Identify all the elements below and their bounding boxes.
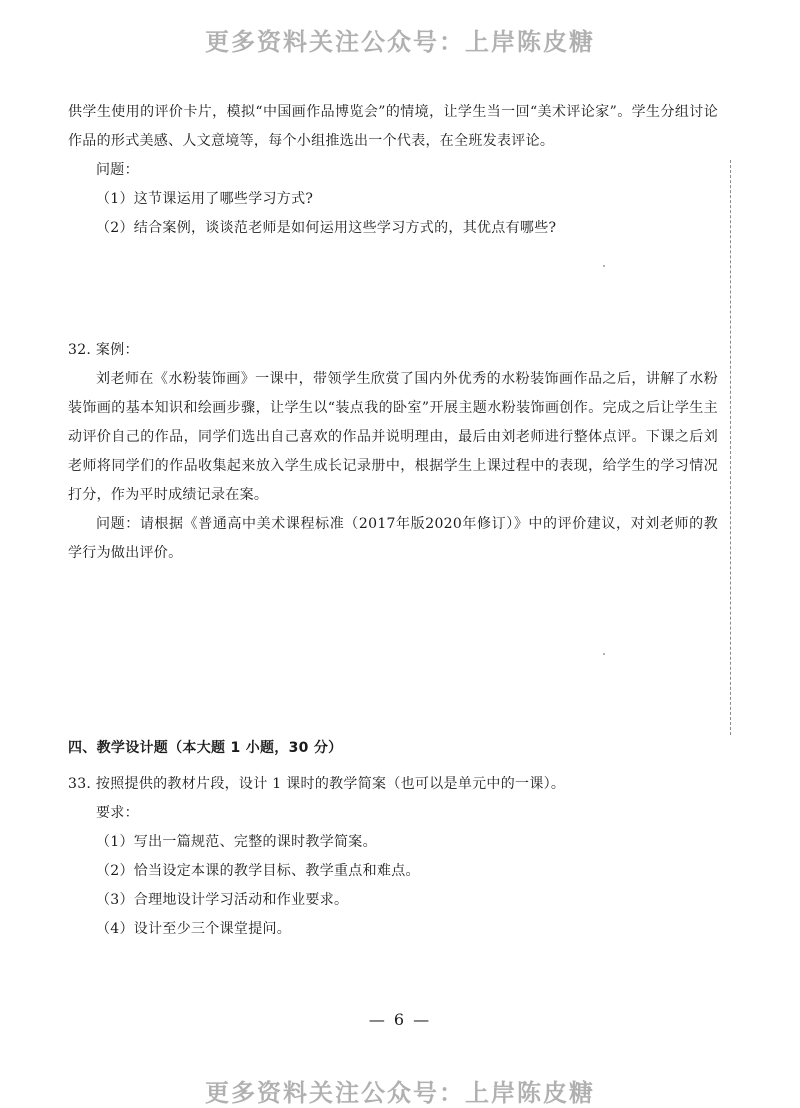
q33-text: 33. 按照提供的教材片段，设计 1 课时的教学简案（也可以是单元中的一课）。	[68, 776, 566, 792]
page-content	[68, 98, 718, 944]
q33-requirement-4: （4）设计至少三个课堂提问。	[96, 921, 292, 937]
page-number: — 6 —	[368, 1010, 432, 1029]
q31-item-2: （2）结合案例，谈谈范老师是如何运用这些学习方式的，其优点有哪些?	[96, 220, 557, 236]
section-4-title: 四、教学设计题（本大题 1 小题，30 分）	[68, 740, 343, 756]
q31-item-1: （1）这节课运用了哪些学习方式?	[96, 191, 314, 207]
binding-margin-line	[730, 160, 731, 735]
q33-requirement-2: （2）恰当设定本课的教学目标、教学重点和难点。	[96, 863, 420, 879]
answer-space	[68, 243, 718, 336]
q32-question: 问题：请根据《普通高中美术课程标准（2017年版2020年修订）》中的评价建议，对刘老师的教学行为做出评价。	[68, 516, 718, 561]
q32-case-text: 刘老师在《水粉装饰画》一课中，带领学生欣赏了国内外优秀的水粉装饰画作品之后，讲解了水粉装饰画的基本知识和绘画步骤，让学生以“装点我的卧室”开展主题水粉装饰画创作。完成之后让学生主动评价自己的作品，同学们选出自己喜欢的作品并说明理由，最后由刘老师进行整体点评。下课之后刘老师将同学们的作品收集起来放入学生成长记录册中，根据学生上课过程中的表现，给学生的学习情况打分，作为平时成绩记录在案。	[68, 371, 718, 503]
q31-question-label: 问题：	[96, 162, 139, 178]
q33-requirements-label: 要求：	[96, 805, 139, 821]
q31-continued-text: 供学生使用的评价卡片，模拟“中国画作品博览会”的情境，让学生当一回“美术评论家”。学生分组讨论作品的形式美感、人文意境等，每个小组推选出一个代表，在全班发表评论。	[68, 104, 718, 149]
watermark-top: 更多资料关注公众号：上岸陈皮糖	[205, 28, 595, 56]
watermark-bottom: 更多资料关注公众号：上岸陈皮糖	[205, 1079, 595, 1107]
answer-space	[68, 568, 718, 734]
q33-requirement-1: （1）写出一篇规范、完整的课时教学简案。	[96, 834, 377, 850]
q33-requirement-3: （3）合理地设计学习活动和作业要求。	[96, 892, 349, 908]
q32-heading: 32. 案例：	[68, 342, 139, 358]
